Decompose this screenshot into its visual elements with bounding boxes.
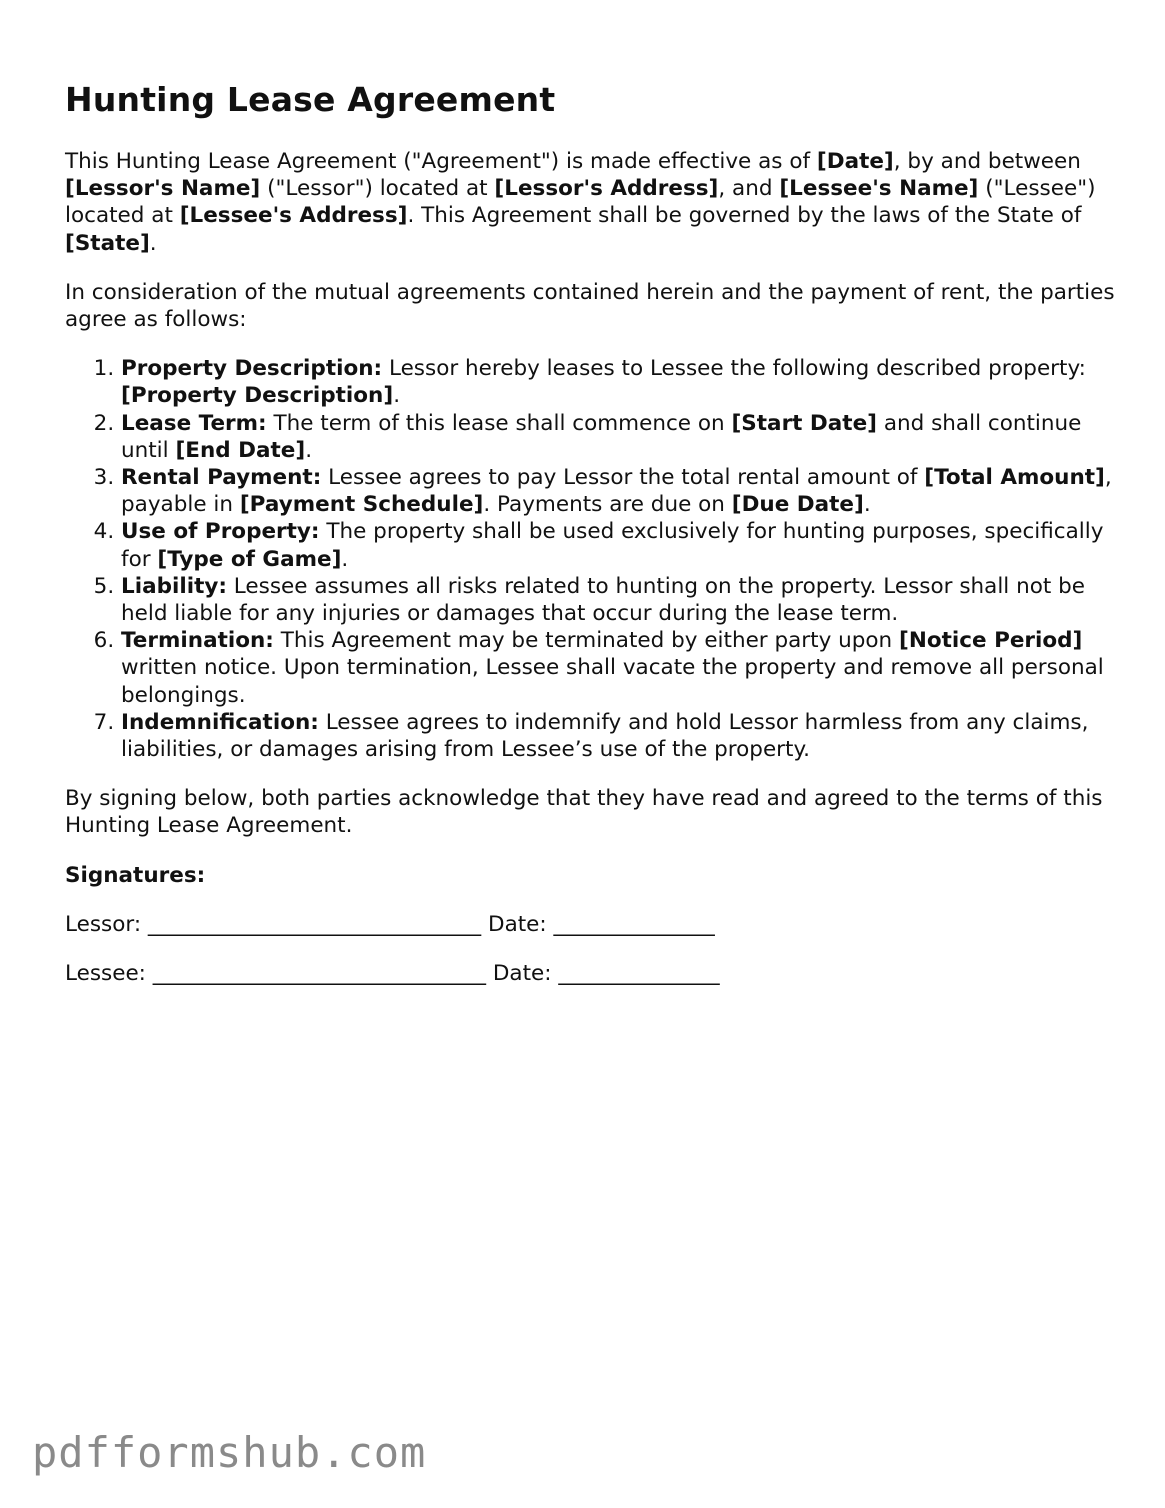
term-text: The term of this lease shall commence on <box>266 410 732 436</box>
intro-text: . <box>149 230 157 256</box>
term-text: . <box>305 437 313 463</box>
term-heading: Rental Payment: <box>121 465 322 491</box>
intro-text: ("Lessor") located at <box>260 176 495 202</box>
lessor-address-placeholder: [Lessor's Address] <box>494 176 719 202</box>
intro-paragraph <box>65 148 1115 257</box>
term-indemnification <box>121 709 1115 763</box>
lessor-name-placeholder: [Lessor's Name] <box>65 176 261 202</box>
term-lease-term <box>121 410 1115 464</box>
notice-period-placeholder: [Notice Period] <box>899 628 1083 654</box>
term-liability <box>121 573 1115 627</box>
term-text: Lessor hereby leases to Lessee the following described property: <box>382 356 1086 382</box>
type-of-game-placeholder: [Type of Game] <box>157 546 342 572</box>
total-amount-placeholder: [Total Amount] <box>924 465 1105 491</box>
term-rental-payment <box>121 464 1115 518</box>
term-text: The property shall be used exclusively for hunting purposes, specifically for <box>121 519 1104 572</box>
document-page <box>65 78 1115 1009</box>
closing-paragraph: By signing below, both parties acknowledge that they have read and agreed to the terms of this Hunting Lease Agreement. <box>65 786 1103 839</box>
term-use-of-property <box>121 518 1115 572</box>
intro-text: , by and between <box>893 149 1081 174</box>
lessee-signature-line: Lessee: _______________________________ Date: _______________ <box>65 961 720 987</box>
term-heading: Liability: <box>121 573 227 599</box>
term-termination <box>121 627 1115 709</box>
end-date-placeholder: [End Date] <box>175 437 306 463</box>
term-text: and shall continue until <box>121 410 1082 463</box>
term-text: . <box>863 492 871 518</box>
property-description-placeholder: [Property Description] <box>121 383 394 409</box>
consideration-paragraph: In consideration of the mutual agreements contained herein and the payment of rent, the parties agree as follows: <box>65 279 1115 333</box>
lessee-address-placeholder: [Lessee's Address] <box>179 203 408 229</box>
term-text: . <box>393 383 401 409</box>
term-text: , payable in <box>121 465 1112 518</box>
term-text: Lessee agrees to pay Lessor the total rental amount of <box>321 465 925 491</box>
term-heading: Termination: <box>121 628 274 654</box>
signatures-heading: Signatures: <box>65 862 206 888</box>
document-title: Hunting Lease Agreement <box>65 80 556 119</box>
terms-list <box>65 355 1115 763</box>
lessor-signature-line: Lessor: _______________________________ Date: _______________ <box>65 911 715 937</box>
term-text: This Agreement may be terminated by either party upon <box>273 628 900 654</box>
due-date-placeholder: [Due Date] <box>731 492 864 518</box>
term-heading: Use of Property: <box>121 519 320 545</box>
date-placeholder: [Date] <box>816 149 894 174</box>
term-property-description <box>121 355 1115 409</box>
state-placeholder: [State] <box>65 230 150 256</box>
term-text: Lessee assumes all risks related to hunting on the property. Lessor shall not be held liable for any injuries or damages that occur during the lease term. <box>121 573 1086 627</box>
payment-schedule-placeholder: [Payment Schedule] <box>239 492 484 518</box>
intro-text: . This Agreement shall be governed by the laws of the State of <box>407 203 1082 229</box>
term-text: . <box>341 546 349 572</box>
watermark: pdfformshub.com <box>32 1428 427 1477</box>
lessee-name-placeholder: [Lessee's Name] <box>779 176 979 202</box>
start-date-placeholder: [Start Date] <box>731 410 877 436</box>
term-heading: Property Description: <box>121 356 383 382</box>
term-heading: Indemnification: <box>121 709 319 735</box>
term-text: Lessee agrees to indemnify and hold Lessor harmless from any claims, liabilities, or damages arising from Lessee’s use of the property. <box>121 709 1089 763</box>
term-text: . Payments are due on <box>483 492 732 518</box>
intro-text: ("Lessee") located at <box>65 176 1096 229</box>
term-text: written notice. Upon termination, Lessee shall vacate the property and remove all personal belongings. <box>121 655 1104 708</box>
term-heading: Lease Term: <box>121 410 267 436</box>
intro-text: This Hunting Lease Agreement ("Agreement") is made effective as of <box>65 149 817 174</box>
intro-text: , and <box>718 176 780 202</box>
